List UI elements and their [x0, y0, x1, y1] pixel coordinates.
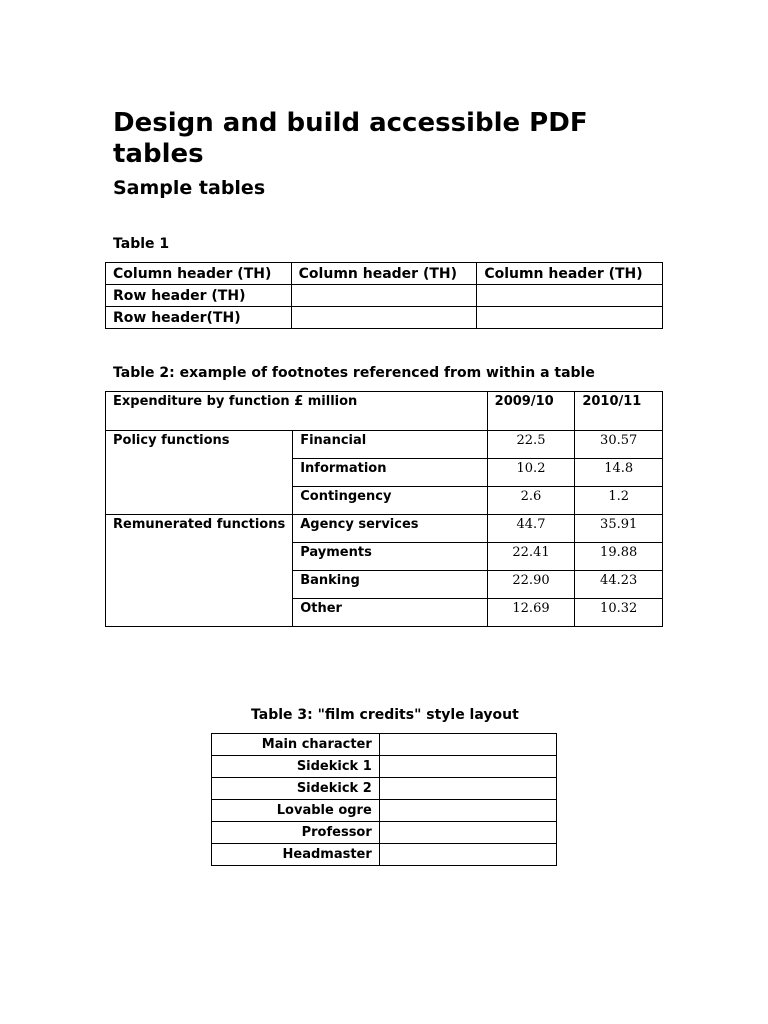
column-header: Expenditure by function £ million: [106, 392, 488, 431]
table-row: [212, 800, 557, 822]
row-header: Contingency: [293, 487, 487, 515]
table-cell: 10.2: [487, 459, 575, 487]
row-group-header: Remunerated functions: [106, 515, 293, 627]
row-header: Other: [293, 599, 487, 627]
table-row: [212, 844, 557, 866]
table1: [105, 262, 663, 329]
row-header: Sidekick 2: [212, 778, 380, 800]
table3-caption: Table 3: "film credits" style layout: [251, 707, 519, 723]
table-cell: 22.5: [487, 431, 575, 459]
row-header: Headmaster: [212, 844, 380, 866]
table-row: [212, 822, 557, 844]
column-header: Column header (TH): [106, 263, 292, 285]
table-cell: [379, 734, 556, 756]
row-header: Row header(TH): [106, 307, 292, 329]
table-cell: 2.6: [487, 487, 575, 515]
table-cell: 35.91: [575, 515, 663, 543]
table-cell: 22.90: [487, 571, 575, 599]
table2: [105, 391, 663, 627]
row-header: Main character: [212, 734, 380, 756]
row-header: Payments: [293, 543, 487, 571]
table-cell: [379, 756, 556, 778]
table-cell: 10.32: [575, 599, 663, 627]
row-header: Sidekick 1: [212, 756, 380, 778]
table-cell: 12.69: [487, 599, 575, 627]
table-cell: [291, 285, 477, 307]
table-cell: 22.41: [487, 543, 575, 571]
column-header: Column header (TH): [477, 263, 663, 285]
table-cell: [477, 285, 663, 307]
table-cell: 30.57: [575, 431, 663, 459]
row-header: Professor: [212, 822, 380, 844]
table-row: [106, 431, 663, 459]
table-cell: [379, 822, 556, 844]
table-cell: [477, 307, 663, 329]
document-subtitle: Sample tables: [113, 177, 266, 199]
table-cell: 44.23: [575, 571, 663, 599]
table2-caption: Table 2: example of footnotes referenced from within a table: [113, 365, 595, 381]
table-cell: [379, 800, 556, 822]
table3: [211, 733, 557, 866]
table-row: [106, 285, 663, 307]
row-header: Agency services: [293, 515, 487, 543]
column-header: 2010/11: [575, 392, 663, 431]
table-row: [212, 778, 557, 800]
row-header: Banking: [293, 571, 487, 599]
table-row: [106, 392, 663, 431]
table-cell: 1.2: [575, 487, 663, 515]
table-cell: 19.88: [575, 543, 663, 571]
row-header: Information: [293, 459, 487, 487]
row-header: Financial: [293, 431, 487, 459]
table-row: [106, 307, 663, 329]
table-row: [106, 515, 663, 543]
table-row: [106, 263, 663, 285]
row-header: Lovable ogre: [212, 800, 380, 822]
column-header: 2009/10: [487, 392, 575, 431]
table1-caption: Table 1: [113, 236, 170, 252]
row-group-header: Policy functions: [106, 431, 293, 515]
table-row: [212, 734, 557, 756]
column-header: Column header (TH): [291, 263, 477, 285]
table-row: [212, 756, 557, 778]
row-header: Row header (TH): [106, 285, 292, 307]
table-cell: [291, 307, 477, 329]
table-cell: [379, 778, 556, 800]
table-cell: 14.8: [575, 459, 663, 487]
table-cell: [379, 844, 556, 866]
document-title: Design and build accessible PDF tables: [113, 108, 588, 169]
table-cell: 44.7: [487, 515, 575, 543]
